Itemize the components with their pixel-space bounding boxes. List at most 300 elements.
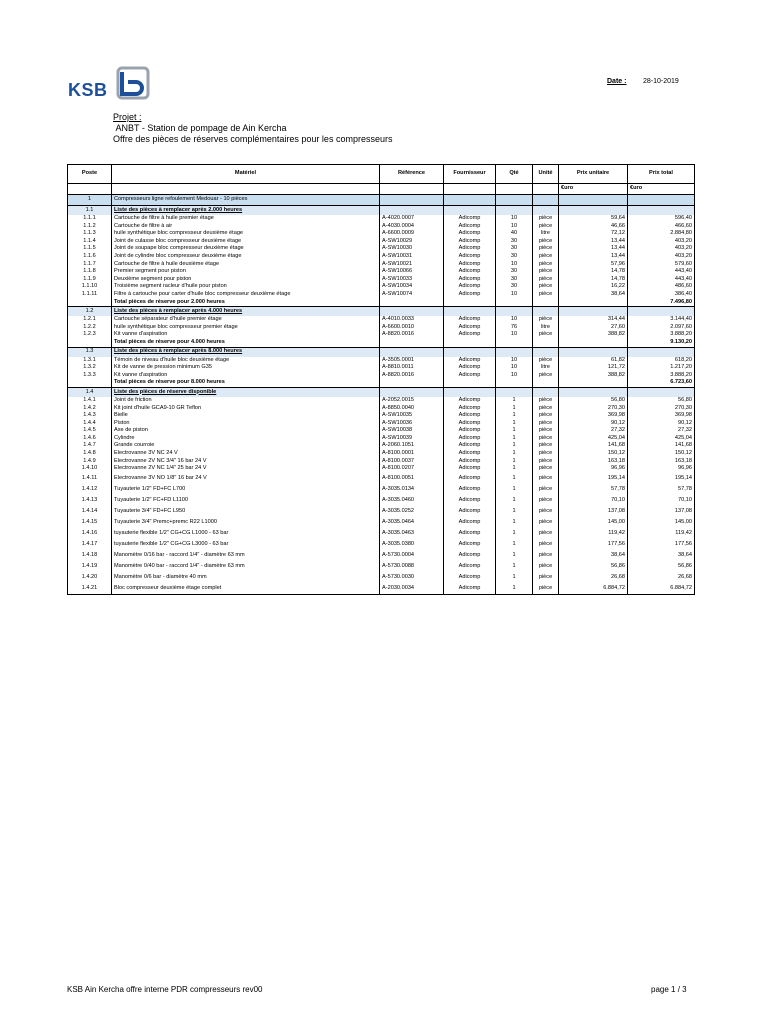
row-unite: pièce (533, 484, 559, 495)
row-fournisseur: Adicomp (444, 372, 496, 380)
date-label: Date : (607, 78, 627, 85)
row-prix-unitaire: 38,64 (559, 550, 628, 561)
row-poste: 1.4.10 (68, 465, 112, 473)
row-prix-unitaire: 121,72 (559, 364, 628, 372)
row-poste: 1.4.12 (68, 484, 112, 495)
section-row (68, 206, 695, 216)
row-reference: A-SW10029 (380, 238, 444, 246)
row-prix-unitaire: 270,30 (559, 404, 628, 412)
row-reference: A-4010.0033 (380, 316, 444, 324)
row-prix-total: 56,80 (628, 397, 695, 405)
row-poste: 1.4.1 (68, 397, 112, 405)
row-prix-unitaire: 14,78 (559, 268, 628, 276)
col-prix-unitaire: Prix unitaire (559, 165, 628, 184)
table-row (68, 442, 695, 450)
table-row (68, 215, 695, 223)
table-row (68, 420, 695, 428)
table-row (68, 550, 695, 561)
row-fournisseur: Adicomp (444, 435, 496, 443)
table-row (68, 372, 695, 380)
row-reference: A-6600.0009 (380, 230, 444, 238)
row-prix-total: 141,68 (628, 442, 695, 450)
row-qte: 10 (496, 364, 533, 372)
row-materiel: Manomètre 0/6 bar - diamètre 40 mm (112, 572, 380, 583)
row-poste: 1.1.9 (68, 276, 112, 284)
row-prix-total: 119,42 (628, 528, 695, 539)
row-unite: pièce (533, 517, 559, 528)
row-materiel: Filtre à cartouche pour carter d'huile bloc compresseur deuxième étage (112, 291, 380, 299)
row-prix-total: 403,20 (628, 245, 695, 253)
section-poste: 1.4 (68, 387, 112, 397)
col-qte: Qté (496, 165, 533, 184)
section-poste: 1.1 (68, 206, 112, 216)
col-fournisseur: Fournisseur (444, 165, 496, 184)
section-title: Liste des pièces à remplacer après 4.000 heures (112, 307, 380, 317)
row-materiel: Electrovanne 3V NO 1/8" 16 bar 24 V (112, 473, 380, 484)
row-fournisseur: Adicomp (444, 420, 496, 428)
row-prix-unitaire: 14,78 (559, 276, 628, 284)
section-poste: 1.3 (68, 347, 112, 357)
table-row (68, 561, 695, 572)
row-fournisseur: Adicomp (444, 364, 496, 372)
row-prix-total: 403,20 (628, 253, 695, 261)
row-poste: 1.4.11 (68, 473, 112, 484)
row-unite: pièce (533, 316, 559, 324)
project-label: Projet : (113, 112, 142, 122)
table-row (68, 316, 695, 324)
row-reference: A-6600.0010 (380, 324, 444, 332)
row-unite: pièce (533, 473, 559, 484)
row-prix-total: 27,32 (628, 427, 695, 435)
row-materiel: Cartouche de filtre à huile deuxième étage (112, 261, 380, 269)
row-reference: A-SW10039 (380, 435, 444, 443)
total-row (68, 379, 695, 387)
row-materiel: Cartouche de filtre à air (112, 223, 380, 231)
row-poste: 1.1.1 (68, 215, 112, 223)
row-prix-total: 6.884,72 (628, 583, 695, 595)
row-fournisseur: Adicomp (444, 561, 496, 572)
row-materiel: Témoin de niveau d'huile bloc deuxième étage (112, 357, 380, 365)
table-row (68, 397, 695, 405)
row-reference: A-3035.0134 (380, 484, 444, 495)
row-reference: A-SW10033 (380, 276, 444, 284)
total-value: 7.496,80 (628, 299, 695, 307)
row-prix-total: 3.144,40 (628, 316, 695, 324)
row-reference: A-3505.0001 (380, 357, 444, 365)
row-qte: 1 (496, 442, 533, 450)
table-row (68, 484, 695, 495)
row-prix-unitaire: 137,08 (559, 506, 628, 517)
table-row (68, 223, 695, 231)
col-poste: Poste (68, 165, 112, 184)
table-row (68, 458, 695, 466)
row-prix-unitaire: 388,82 (559, 372, 628, 380)
row-prix-unitaire: 59,64 (559, 215, 628, 223)
row-reference: A-8820.0016 (380, 331, 444, 339)
row-unite: pièce (533, 331, 559, 339)
row-poste: 1.2.1 (68, 316, 112, 324)
row-qte: 1 (496, 458, 533, 466)
row-qte: 1 (496, 561, 533, 572)
row-prix-total: 466,60 (628, 223, 695, 231)
row-poste: 1.2.2 (68, 324, 112, 332)
row-prix-total: 2.884,80 (628, 230, 695, 238)
row-materiel: Tuyauterie 1/2" FC+FD L1100 (112, 495, 380, 506)
row-prix-total: 443,40 (628, 276, 695, 284)
row-qte: 10 (496, 215, 533, 223)
row-poste: 1.2.3 (68, 331, 112, 339)
row-qte: 10 (496, 372, 533, 380)
group-poste: 1 (68, 195, 112, 206)
row-prix-unitaire: 72,12 (559, 230, 628, 238)
table-row (68, 528, 695, 539)
row-prix-unitaire: 27,32 (559, 427, 628, 435)
row-prix-total: 486,60 (628, 283, 695, 291)
row-fournisseur: Adicomp (444, 253, 496, 261)
total-row (68, 299, 695, 307)
row-qte: 76 (496, 324, 533, 332)
row-unite: litre (533, 324, 559, 332)
row-prix-total: 618,20 (628, 357, 695, 365)
date-value: 28-10-2019 (643, 78, 679, 85)
row-prix-unitaire: 96,96 (559, 465, 628, 473)
row-qte: 1 (496, 484, 533, 495)
row-poste: 1.1.4 (68, 238, 112, 246)
row-reference: A-SW10036 (380, 420, 444, 428)
ksb-logo (68, 66, 158, 106)
row-fournisseur: Adicomp (444, 506, 496, 517)
row-qte: 1 (496, 404, 533, 412)
row-fournisseur: Adicomp (444, 215, 496, 223)
table-row (68, 276, 695, 284)
section-row (68, 387, 695, 397)
row-reference: A-8850.0040 (380, 404, 444, 412)
row-reference: A-2052.0015 (380, 397, 444, 405)
row-reference: A-8100.0001 (380, 450, 444, 458)
row-unite: pièce (533, 223, 559, 231)
row-unite: litre (533, 230, 559, 238)
row-reference: A-4020.0007 (380, 215, 444, 223)
row-poste: 1.4.15 (68, 517, 112, 528)
row-unite: pièce (533, 238, 559, 246)
row-fournisseur: Adicomp (444, 495, 496, 506)
table-row (68, 465, 695, 473)
row-prix-total: 369,98 (628, 412, 695, 420)
row-prix-total: 403,20 (628, 238, 695, 246)
table-row (68, 324, 695, 332)
row-unite: pièce (533, 404, 559, 412)
row-qte: 1 (496, 539, 533, 550)
row-unite: pièce (533, 261, 559, 269)
col-unite: Unité (533, 165, 559, 184)
row-prix-unitaire: 163,18 (559, 458, 628, 466)
row-qte: 10 (496, 291, 533, 299)
row-fournisseur: Adicomp (444, 245, 496, 253)
row-qte: 10 (496, 223, 533, 231)
row-fournisseur: Adicomp (444, 484, 496, 495)
row-qte: 1 (496, 397, 533, 405)
row-fournisseur: Adicomp (444, 572, 496, 583)
row-unite: pièce (533, 572, 559, 583)
row-prix-unitaire: 27,60 (559, 324, 628, 332)
row-qte: 10 (496, 316, 533, 324)
row-materiel: Tuyauterie 3/4" FD+FC L950 (112, 506, 380, 517)
section-row (68, 307, 695, 317)
row-materiel: tuyauterie flexible 1/2" CG+CG L3000 - 63 bar (112, 539, 380, 550)
row-prix-unitaire: 57,78 (559, 484, 628, 495)
ksb-logo-mark-icon (112, 66, 152, 102)
row-materiel: Tuyauterie 3/4" Premc+premc R22 L1000 (112, 517, 380, 528)
row-reference: A-3035.0463 (380, 528, 444, 539)
row-materiel: huile synthétique bloc compresseur deuxième étage (112, 230, 380, 238)
parts-table (67, 164, 695, 595)
row-materiel: Cartouche séparateur d'huile premier étage (112, 316, 380, 324)
row-materiel: Manomètre 0/16 bar - raccord 1/4" - diamètre 63 mm (112, 550, 380, 561)
row-materiel: Deuxième segment pour piston (112, 276, 380, 284)
row-qte: 30 (496, 276, 533, 284)
row-materiel: Joint de soupape bloc compresseur deuxième étage (112, 245, 380, 253)
row-qte: 1 (496, 517, 533, 528)
row-materiel: tuyauterie flexible 1/2" CG+CG L1000 - 63 bar (112, 528, 380, 539)
table-row (68, 517, 695, 528)
row-prix-unitaire: 388,82 (559, 331, 628, 339)
row-fournisseur: Adicomp (444, 458, 496, 466)
row-reference: A-3035.0464 (380, 517, 444, 528)
row-prix-unitaire: 70,10 (559, 495, 628, 506)
row-prix-total: 425,04 (628, 435, 695, 443)
row-prix-total: 386,40 (628, 291, 695, 299)
row-reference: A-SW10074 (380, 291, 444, 299)
row-poste: 1.4.9 (68, 458, 112, 466)
row-fournisseur: Adicomp (444, 427, 496, 435)
row-poste: 1.1.5 (68, 245, 112, 253)
row-fournisseur: Adicomp (444, 465, 496, 473)
table-row (68, 506, 695, 517)
row-unite: pièce (533, 495, 559, 506)
row-unite: pièce (533, 442, 559, 450)
section-title: Liste des pièces à remplacer après 8.000 heures (112, 347, 380, 357)
col-prix-total: Prix total (628, 165, 695, 184)
total-label: Total pièces de réserve pour 2.000 heures (112, 299, 380, 307)
row-fournisseur: Adicomp (444, 442, 496, 450)
row-poste: 1.3.2 (68, 364, 112, 372)
row-reference: A-8100.0037 (380, 458, 444, 466)
row-prix-unitaire: 13,44 (559, 245, 628, 253)
row-prix-unitaire: 38,64 (559, 291, 628, 299)
row-unite: pièce (533, 450, 559, 458)
row-poste: 1.4.18 (68, 550, 112, 561)
project-line-2: Offre des pièces de réserves complémentaires pour les compresseurs (113, 134, 393, 144)
row-unite: pièce (533, 372, 559, 380)
row-materiel: Axe de piston (112, 427, 380, 435)
row-materiel: Kit joint d'huile GCA9-10 GR Teflon (112, 404, 380, 412)
section-poste: 1.2 (68, 307, 112, 317)
row-prix-total: 57,78 (628, 484, 695, 495)
footer-page-number: page 1 / 3 (651, 985, 687, 994)
row-fournisseur: Adicomp (444, 357, 496, 365)
group-row (68, 195, 695, 206)
row-unite: pièce (533, 412, 559, 420)
row-unite: pièce (533, 276, 559, 284)
row-qte: 1 (496, 465, 533, 473)
row-reference: A-8100.0207 (380, 465, 444, 473)
row-materiel: Kit vanne d'aspiration (112, 331, 380, 339)
row-reference: A-3035.0460 (380, 495, 444, 506)
row-prix-unitaire: 57,96 (559, 261, 628, 269)
row-poste: 1.4.17 (68, 539, 112, 550)
group-title: Compresseurs ligne refoulement Medouar - 10 pièces (112, 195, 380, 206)
row-qte: 30 (496, 283, 533, 291)
row-prix-total: 38,64 (628, 550, 695, 561)
row-poste: 1.4.13 (68, 495, 112, 506)
row-qte: 1 (496, 550, 533, 561)
row-qte: 1 (496, 583, 533, 595)
row-prix-total: 596,40 (628, 215, 695, 223)
row-prix-unitaire: 13,44 (559, 253, 628, 261)
row-reference: A-SW10066 (380, 268, 444, 276)
row-reference: A-SW10038 (380, 427, 444, 435)
row-qte: 10 (496, 331, 533, 339)
row-prix-unitaire: 145,00 (559, 517, 628, 528)
row-reference: A-5730.0088 (380, 561, 444, 572)
row-unite: pièce (533, 397, 559, 405)
row-unite: pièce (533, 465, 559, 473)
row-unite: pièce (533, 283, 559, 291)
table-row (68, 404, 695, 412)
row-materiel: Cylindre (112, 435, 380, 443)
row-prix-total: 579,60 (628, 261, 695, 269)
table-row (68, 253, 695, 261)
row-materiel: Joint de cylindre bloc compresseur deuxième étage (112, 253, 380, 261)
row-qte: 30 (496, 268, 533, 276)
row-prix-total: 150,12 (628, 450, 695, 458)
row-fournisseur: Adicomp (444, 261, 496, 269)
row-qte: 1 (496, 450, 533, 458)
row-poste: 1.1.2 (68, 223, 112, 231)
row-prix-unitaire: 119,42 (559, 528, 628, 539)
row-reference: A-8820.0016 (380, 372, 444, 380)
row-poste: 1.4.19 (68, 561, 112, 572)
row-prix-total: 90,12 (628, 420, 695, 428)
row-unite: pièce (533, 539, 559, 550)
row-unite: pièce (533, 291, 559, 299)
row-unite: pièce (533, 506, 559, 517)
table-row (68, 245, 695, 253)
row-prix-total: 3.888,20 (628, 372, 695, 380)
row-qte: 1 (496, 412, 533, 420)
row-reference: A-8810.0011 (380, 364, 444, 372)
row-poste: 1.3.1 (68, 357, 112, 365)
row-unite: pièce (533, 357, 559, 365)
table-row (68, 261, 695, 269)
row-poste: 1.3.3 (68, 372, 112, 380)
row-prix-unitaire: 195,14 (559, 473, 628, 484)
row-qte: 30 (496, 245, 533, 253)
row-fournisseur: Adicomp (444, 550, 496, 561)
row-poste: 1.4.2 (68, 404, 112, 412)
row-prix-unitaire: 425,04 (559, 435, 628, 443)
table-row (68, 583, 695, 595)
row-prix-unitaire: 13,44 (559, 238, 628, 246)
row-prix-unitaire: 61,82 (559, 357, 628, 365)
row-prix-unitaire: 56,80 (559, 397, 628, 405)
row-reference: A-3035.0252 (380, 506, 444, 517)
col-materiel: Matériel (112, 165, 380, 184)
row-unite: pièce (533, 268, 559, 276)
row-prix-total: 2.097,60 (628, 324, 695, 332)
row-prix-total: 270,30 (628, 404, 695, 412)
table-row (68, 495, 695, 506)
table-row (68, 291, 695, 299)
footer-document-name: KSB Ain Kercha offre interne PDR compresseurs rev00 (67, 985, 263, 994)
row-prix-total: 163,18 (628, 458, 695, 466)
row-fournisseur: Adicomp (444, 331, 496, 339)
row-poste: 1.1.11 (68, 291, 112, 299)
row-poste: 1.1.6 (68, 253, 112, 261)
total-label: Total pièces de réserve pour 4.000 heures (112, 339, 380, 347)
row-fournisseur: Adicomp (444, 412, 496, 420)
row-materiel: Kit vanne d'aspiration (112, 372, 380, 380)
total-label: Total pièces de réserve pour 8.000 heures (112, 379, 380, 387)
row-reference: A-SW10031 (380, 253, 444, 261)
row-prix-unitaire: 141,68 (559, 442, 628, 450)
row-materiel: Joint de culasse bloc compresseur deuxième étage (112, 238, 380, 246)
row-fournisseur: Adicomp (444, 324, 496, 332)
currency-row (68, 184, 695, 195)
row-qte: 10 (496, 261, 533, 269)
row-fournisseur: Adicomp (444, 397, 496, 405)
row-fournisseur: Adicomp (444, 238, 496, 246)
row-poste: 1.4.16 (68, 528, 112, 539)
row-qte: 1 (496, 572, 533, 583)
row-prix-unitaire: 369,98 (559, 412, 628, 420)
row-unite: pièce (533, 561, 559, 572)
table-row (68, 427, 695, 435)
row-reference: A-SW10035 (380, 412, 444, 420)
section-title: Liste des pièces de réserve disponible (112, 387, 380, 397)
row-fournisseur: Adicomp (444, 539, 496, 550)
row-fournisseur: Adicomp (444, 276, 496, 284)
row-prix-unitaire: 26,68 (559, 572, 628, 583)
row-fournisseur: Adicomp (444, 528, 496, 539)
table-row (68, 268, 695, 276)
row-materiel: Manomètre 0/40 bar - raccord 1/4" - diamètre 63 mm (112, 561, 380, 572)
total-value: 9.130,20 (628, 339, 695, 347)
row-materiel: Joint de friction (112, 397, 380, 405)
row-prix-total: 177,56 (628, 539, 695, 550)
row-qte: 1 (496, 427, 533, 435)
table-row (68, 435, 695, 443)
row-prix-unitaire: 6.884,72 (559, 583, 628, 595)
row-fournisseur: Adicomp (444, 450, 496, 458)
row-poste: 1.4.5 (68, 427, 112, 435)
section-row (68, 347, 695, 357)
row-prix-unitaire: 314,44 (559, 316, 628, 324)
row-unite: pièce (533, 458, 559, 466)
row-fournisseur: Adicomp (444, 223, 496, 231)
row-materiel: Troisième segment racleur d'huile pour piston (112, 283, 380, 291)
table-row (68, 331, 695, 339)
row-unite: pièce (533, 550, 559, 561)
table-row (68, 357, 695, 365)
row-prix-total: 443,40 (628, 268, 695, 276)
row-reference: A-SW10030 (380, 245, 444, 253)
row-reference: A-5730.0004 (380, 550, 444, 561)
section-title: Liste des pièces à remplacer après 2.000 heures (112, 206, 380, 216)
row-prix-unitaire: 56,86 (559, 561, 628, 572)
row-qte: 40 (496, 230, 533, 238)
row-poste: 1.4.21 (68, 583, 112, 595)
